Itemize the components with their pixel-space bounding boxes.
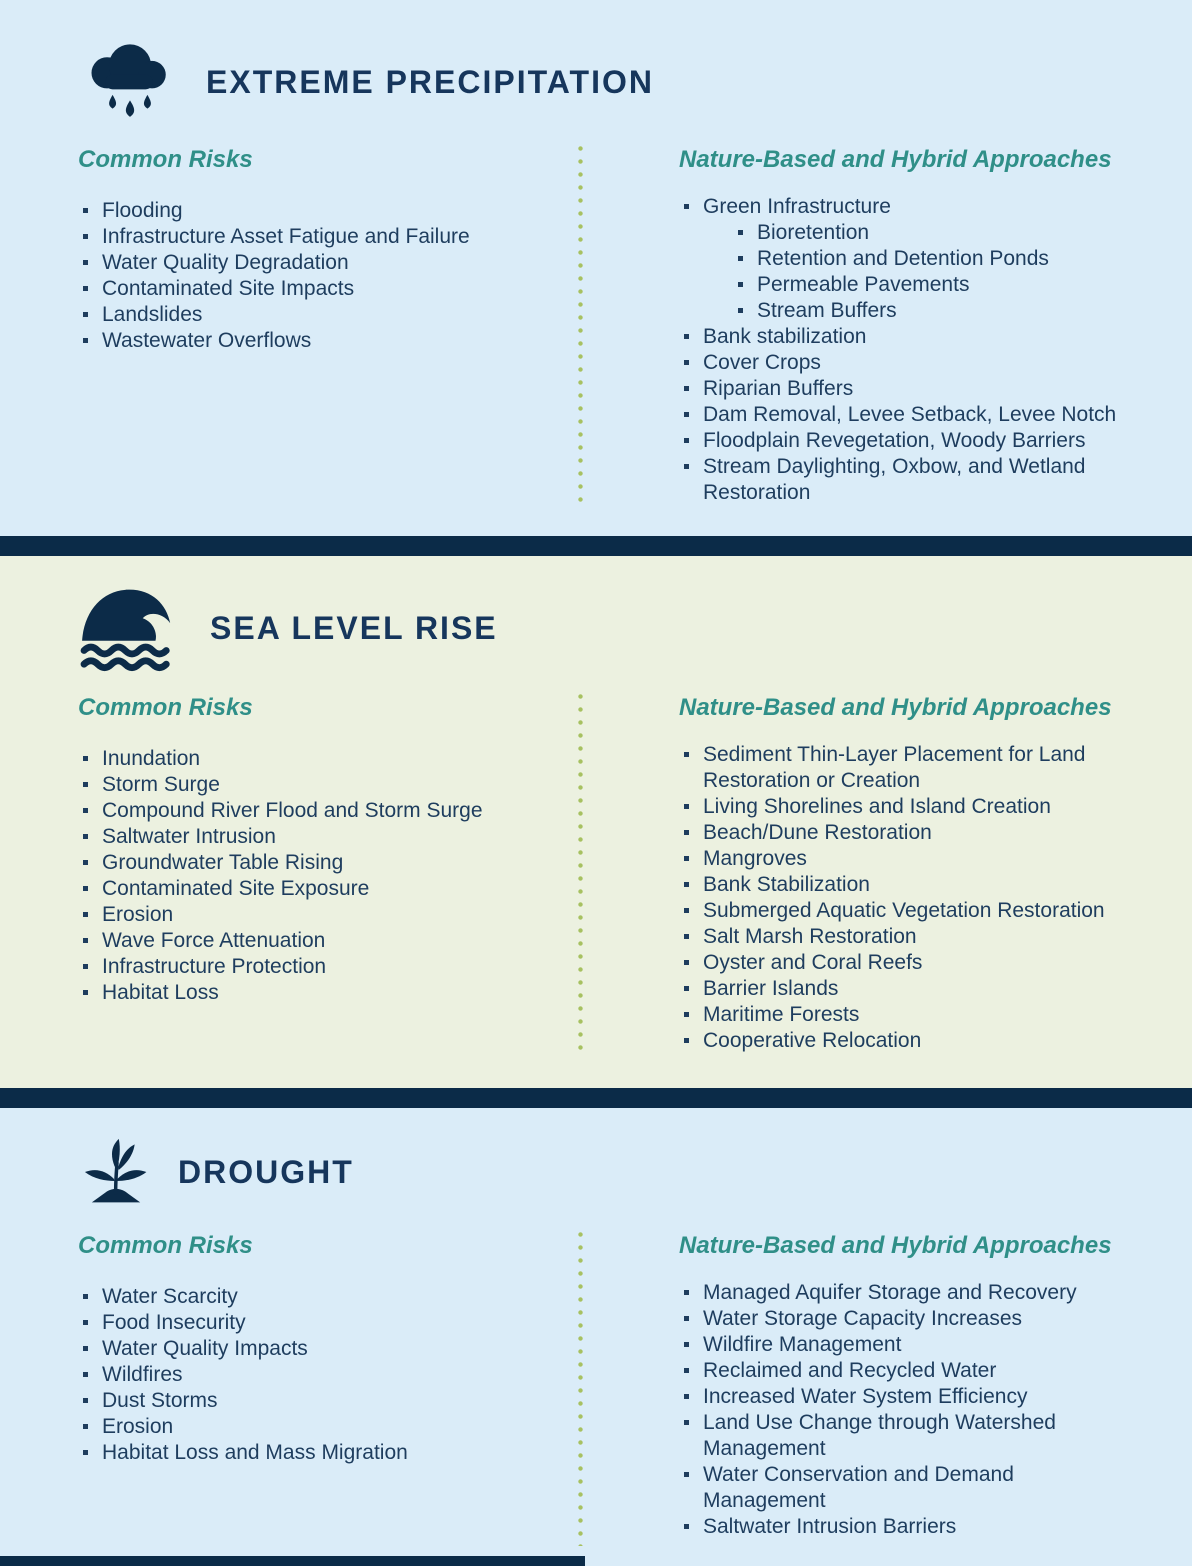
- list-item-text: Wildfire Management: [703, 1333, 902, 1356]
- section-title: SEA LEVEL RISE: [210, 609, 498, 646]
- list-item-text: Bioretention: [757, 221, 870, 244]
- list-item: [78, 824, 578, 850]
- list-item-text: Wildfires: [102, 1363, 183, 1386]
- list-item-text: Floodplain Revegetation, Woody Barriers: [703, 429, 1086, 452]
- list-item: [679, 194, 1132, 324]
- list-item: [679, 1514, 1132, 1540]
- list-item-text: Stream Buffers: [757, 299, 897, 322]
- list-item-text: Compound River Flood and Storm Surge: [102, 799, 483, 822]
- approaches-list: [679, 194, 1132, 506]
- list-item: [78, 954, 578, 980]
- section-columns: [78, 1232, 1132, 1546]
- section-sea-level-rise: [0, 556, 1192, 1088]
- list-item: [679, 350, 1132, 376]
- list-item-text: Landslides: [102, 303, 203, 326]
- list-item-text: Food Insecurity: [102, 1311, 246, 1334]
- approaches-heading: Nature-Based and Hybrid Approaches: [679, 1232, 1112, 1259]
- list-item: [679, 1410, 1132, 1462]
- list-item: [78, 980, 578, 1006]
- list-item-text: Mangroves: [703, 847, 807, 870]
- dotted-divider: [578, 146, 583, 506]
- list-item: [78, 876, 578, 902]
- approaches-heading: Nature-Based and Hybrid Approaches: [679, 146, 1112, 173]
- risks-list: [78, 746, 578, 1006]
- section-divider-bar: [0, 536, 1192, 556]
- list-item-text: Wastewater Overflows: [102, 329, 312, 352]
- common-risks-heading: Common Risks: [78, 694, 253, 721]
- section-columns: [78, 694, 1132, 1054]
- sub-list-item: [733, 220, 1132, 246]
- list-item-text: Flooding: [102, 199, 183, 222]
- list-item: [78, 276, 578, 302]
- list-item: [78, 1440, 578, 1466]
- dotted-divider: [578, 1232, 583, 1546]
- approaches-list: [679, 742, 1132, 1054]
- approaches-column: [679, 1232, 1132, 1546]
- list-item-text: Saltwater Intrusion: [102, 825, 276, 848]
- list-item: [78, 1336, 578, 1362]
- list-item-text: Water Scarcity: [102, 1285, 238, 1308]
- section-header: [78, 582, 1132, 674]
- list-item: [78, 850, 578, 876]
- dotted-divider: [578, 694, 583, 1054]
- list-item: [679, 1280, 1132, 1306]
- list-item-text: Habitat Loss and Mass Migration: [102, 1441, 408, 1464]
- list-item: [78, 1362, 578, 1388]
- list-item: [679, 376, 1132, 402]
- list-item-text: Erosion: [102, 1415, 174, 1438]
- common-risks-heading: Common Risks: [78, 146, 253, 173]
- list-item-text: Green Infrastructure: [703, 195, 891, 218]
- list-item-text: Oyster and Coral Reefs: [703, 951, 923, 974]
- list-item: [78, 928, 578, 954]
- list-item: [679, 742, 1132, 794]
- common-risks-column: [78, 146, 578, 506]
- list-item: [679, 324, 1132, 350]
- list-item-text: Erosion: [102, 903, 174, 926]
- section-title: EXTREME PRECIPITATION: [206, 63, 654, 100]
- list-item-text: Water Quality Degradation: [102, 251, 349, 274]
- list-item-text: Retention and Detention Ponds: [757, 247, 1049, 270]
- list-item-text: Reclaimed and Recycled Water: [703, 1359, 997, 1382]
- sub-list: [733, 220, 1132, 324]
- list-item-text: Stream Daylighting, Oxbow, and Wetland Restoration: [703, 455, 1086, 504]
- list-item-text: Water Quality Impacts: [102, 1337, 308, 1360]
- list-item-text: Storm Surge: [102, 773, 220, 796]
- list-item: [78, 1388, 578, 1414]
- list-item: [679, 1462, 1132, 1514]
- list-item: [78, 746, 578, 772]
- list-item-text: Sediment Thin-Layer Placement for Land Restoration or Creation: [703, 743, 1086, 792]
- section-header: [78, 1132, 1132, 1212]
- list-item-text: Groundwater Table Rising: [102, 851, 344, 874]
- common-risks-column: [78, 694, 578, 1054]
- common-risks-column: [78, 1232, 578, 1546]
- list-item: [679, 402, 1132, 428]
- common-risks-heading: Common Risks: [78, 1232, 253, 1259]
- list-item: [78, 1310, 578, 1336]
- list-item-text: Habitat Loss: [102, 981, 219, 1004]
- list-item: [679, 950, 1132, 976]
- list-item: [679, 820, 1132, 846]
- list-item-text: Managed Aquifer Storage and Recovery: [703, 1281, 1077, 1304]
- wave-icon: [78, 582, 186, 674]
- list-item-text: Barrier Islands: [703, 977, 839, 1000]
- list-item-text: Water Storage Capacity Increases: [703, 1307, 1023, 1330]
- list-item-text: Maritime Forests: [703, 1003, 860, 1026]
- list-item-text: Beach/Dune Restoration: [703, 821, 932, 844]
- list-item: [78, 250, 578, 276]
- list-item-text: Cooperative Relocation: [703, 1029, 922, 1052]
- list-item-text: Contaminated Site Impacts: [102, 277, 355, 300]
- list-item-text: Saltwater Intrusion Barriers: [703, 1515, 957, 1538]
- list-item: [679, 454, 1132, 506]
- approaches-column: [679, 146, 1132, 506]
- list-item-text: Water Conservation and Demand Management: [703, 1463, 1014, 1512]
- list-item: [78, 328, 578, 354]
- list-item: [679, 976, 1132, 1002]
- list-item: [78, 902, 578, 928]
- section-columns: [78, 146, 1132, 506]
- list-item: [679, 1358, 1132, 1384]
- rain-cloud-icon: [78, 38, 182, 126]
- bottom-partial-divider-bar: [0, 1556, 585, 1566]
- bottom-strip: [0, 1556, 1192, 1566]
- section-extreme-precipitation: [0, 0, 1192, 536]
- list-item: [679, 1332, 1132, 1358]
- list-item: [78, 198, 578, 224]
- risks-list: [78, 1284, 578, 1466]
- list-item-text: Bank stabilization: [703, 325, 867, 348]
- sub-list-item: [733, 298, 1132, 324]
- list-item: [679, 1384, 1132, 1410]
- section-drought: [0, 1108, 1192, 1556]
- approaches-list: [679, 1280, 1132, 1540]
- section-header: [78, 38, 1132, 126]
- list-item-text: Salt Marsh Restoration: [703, 925, 917, 948]
- list-item: [679, 794, 1132, 820]
- list-item-text: Land Use Change through Watershed Management: [703, 1411, 1056, 1460]
- list-item-text: Infrastructure Protection: [102, 955, 327, 978]
- list-item: [78, 798, 578, 824]
- list-item: [78, 772, 578, 798]
- list-item-text: Riparian Buffers: [703, 377, 854, 400]
- list-item-text: Submerged Aquatic Vegetation Restoration: [703, 899, 1105, 922]
- list-item: [679, 1002, 1132, 1028]
- list-item-text: Contaminated Site Exposure: [102, 877, 370, 900]
- section-title: DROUGHT: [178, 1153, 354, 1190]
- list-item: [679, 1306, 1132, 1332]
- list-item: [679, 428, 1132, 454]
- list-item-text: Inundation: [102, 747, 201, 770]
- list-item: [78, 1284, 578, 1310]
- list-item-text: Permeable Pavements: [757, 273, 970, 296]
- list-item: [679, 846, 1132, 872]
- approaches-column: [679, 694, 1132, 1054]
- list-item: [679, 898, 1132, 924]
- risks-list: [78, 198, 578, 354]
- approaches-heading: Nature-Based and Hybrid Approaches: [679, 694, 1112, 721]
- list-item: [78, 224, 578, 250]
- list-item: [78, 1414, 578, 1440]
- list-item-text: Infrastructure Asset Fatigue and Failure: [102, 225, 470, 248]
- list-item-text: Cover Crops: [703, 351, 821, 374]
- list-item: [679, 872, 1132, 898]
- wilting-plant-icon: [78, 1132, 154, 1212]
- list-item: [679, 924, 1132, 950]
- list-item-text: Dust Storms: [102, 1389, 218, 1412]
- list-item: [679, 1028, 1132, 1054]
- list-item-text: Increased Water System Efficiency: [703, 1385, 1028, 1408]
- sub-list-item: [733, 272, 1132, 298]
- list-item-text: Dam Removal, Levee Setback, Levee Notch: [703, 403, 1117, 426]
- sub-list-item: [733, 246, 1132, 272]
- section-divider-bar: [0, 1088, 1192, 1108]
- list-item-text: Bank Stabilization: [703, 873, 870, 896]
- list-item-text: Living Shorelines and Island Creation: [703, 795, 1051, 818]
- list-item-text: Wave Force Attenuation: [102, 929, 326, 952]
- list-item: [78, 302, 578, 328]
